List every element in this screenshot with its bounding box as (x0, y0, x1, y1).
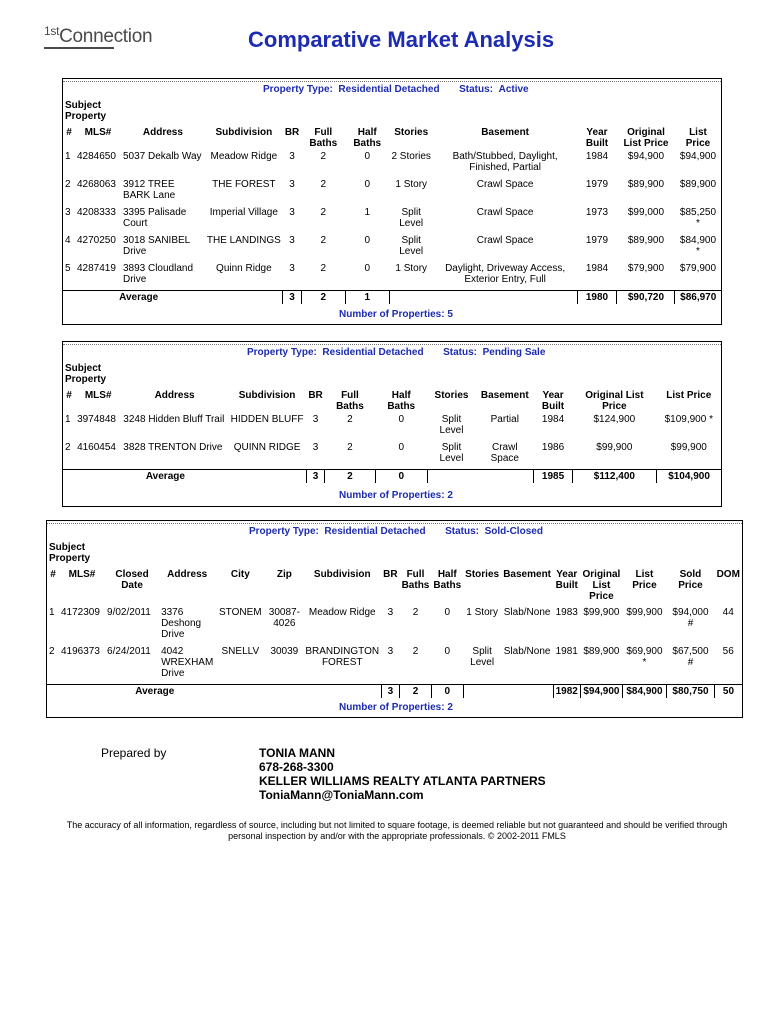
agent-email: ToniaMann@ToniaMann.com (259, 788, 424, 802)
page-title: Comparative Market Analysis (248, 27, 555, 52)
table-row: 5 4287419 3893 Cloudland Drive Quinn Ridge 3 2 0 1 Story Daylight, Driveway Access, Exterior Entry, Full 1984 $79,900 $79,900 (65, 263, 717, 285)
table-header-row: # MLS# Closed Date Address City Zip Subdivision BR Full Baths Half Baths Stories Basement Year Built Original List Price List Price Sold Price DOM (50, 569, 740, 602)
property-count: Number of Properties: 2 (339, 702, 453, 713)
table-row: 1 4172309 9/02/2011 3376 Deshong Drive STONEM 30087-4026 Meadow Ridge 3 2 0 1 Story Slab/None 1983 $99,900 $99,900 $94,000 # 44 (49, 607, 734, 640)
agent-company: KELLER WILLIAMS REALTY ATLANTA PARTNERS (259, 774, 546, 788)
section-header: Property Type: Residential Detached Status: Sold-Closed (249, 526, 543, 537)
property-count: Number of Properties: 2 (339, 490, 453, 501)
table-row: 2 4268063 3912 TREE BARK Lane THE FOREST 3 2 0 1 Story Crawl Space 1979 $89,900 $89,900 (65, 179, 717, 201)
table-row: 2 4196373 6/24/2011 4042 WREXHAM Drive SNELLV 30039 BRANDINGTON FOREST 3 2 0 Split Level Slab/None 1981 $89,900 $69,900 * $67,500 # 56 (49, 646, 734, 679)
agent-phone: 678-268-3300 (259, 760, 334, 774)
subject-property-label: Subject Property (65, 363, 107, 385)
subject-property-label: Subject Property (65, 100, 107, 122)
average-row: Average 3 2 0 1985 $112,400 $104,900 (63, 469, 721, 483)
table-row: 1 3974848 3248 Hidden Bluff Trail HIDDEN BLUFF 3 2 0 Split Level Partial 1984 $124,900 $109,900 * (65, 414, 713, 436)
section-header: Property Type: Residential Detached Status: Pending Sale (247, 347, 546, 358)
section-active (62, 78, 722, 325)
logo-superscript: 1st (44, 24, 60, 38)
listing-table (47, 568, 742, 698)
listing-table (63, 389, 721, 483)
agent-info (259, 746, 546, 802)
logo-text: Connection (59, 26, 153, 47)
table-header-row: # MLS# Address Subdivision BR Full Baths Half Baths Stories Basement Year Built Original List Price List Price (66, 127, 711, 149)
section-pending (62, 341, 722, 507)
table-header-row: # MLS# Address Subdivision BR Full Baths Half Baths Stories Basement Year Built Original List Price List Price (66, 390, 712, 412)
disclaimer-text: The accuracy of all information, regardless of source, including but not limited to square footage, is deemed reliable but not guaranteed and should be verified through personal inspection by and/or with the appropriate professionals. © 2002-2011 FMLS (66, 820, 728, 841)
average-row: Average 3 2 0 1982 $94,900 $84,900 $80,750 50 (47, 684, 742, 698)
agent-name: TONIA MANN (259, 746, 335, 760)
listing-table (63, 126, 721, 304)
brand-logo (44, 26, 152, 48)
table-row: 4 4270250 3018 SANIBEL Drive THE LANDINGS 3 2 0 Split Level Crawl Space 1979 $89,900 $84,900 * (65, 235, 717, 257)
table-row: 3 4208333 3395 Palisade Court Imperial Village 3 2 1 Split Level Crawl Space 1973 $99,000 $85,250 * (65, 207, 717, 229)
section-sold (46, 520, 743, 718)
table-row: 1 4284650 5037 Dekalb Way Meadow Ridge 3 2 0 2 Stories Bath/Stubbed, Daylight, Finished, Partial 1984 $94,900 $94,900 (65, 151, 717, 173)
table-row: 2 4160454 3828 TRENTON Drive QUINN RIDGE 3 2 0 Split Level Crawl Space 1986 $99,900 $99,900 (65, 442, 707, 464)
average-row: Average 3 2 1 1980 $90,720 $86,970 (63, 290, 721, 304)
prepared-by-label: Prepared by (101, 746, 167, 760)
section-header: Property Type: Residential Detached Status: Active (263, 84, 529, 95)
subject-property-label: Subject Property (49, 542, 91, 564)
logo-underline (44, 47, 114, 49)
property-count: Number of Properties: 5 (339, 309, 453, 320)
